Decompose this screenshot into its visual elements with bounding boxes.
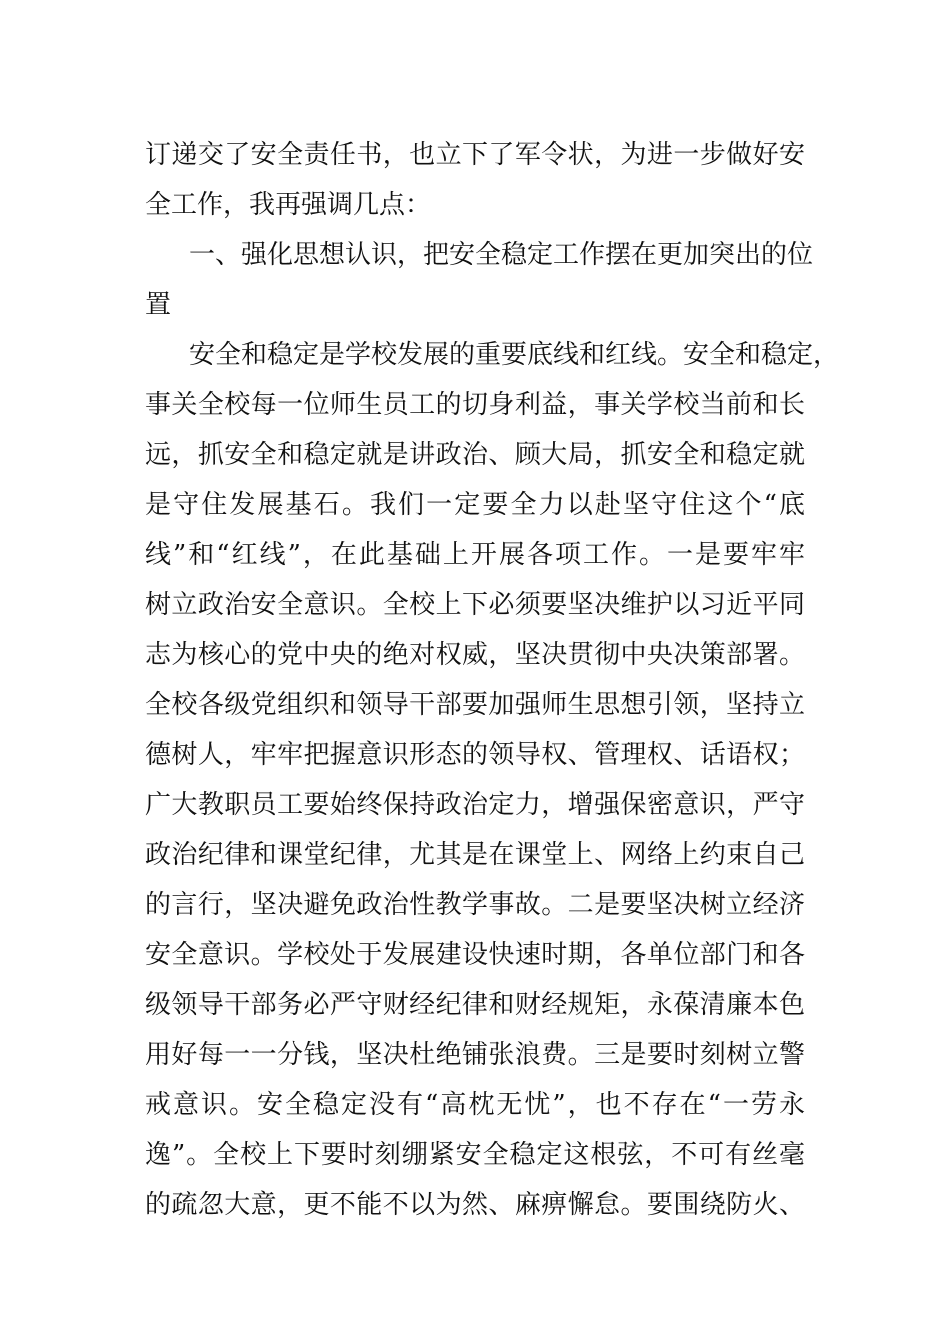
text-line: 德树人，牢牢把握意识形态的领导权、管理权、话语权； bbox=[145, 740, 805, 770]
text-line: 安全意识。学校处于发展建设快速时期，各单位部门和各 bbox=[145, 940, 805, 970]
text-line: 戒意识。安全稳定没有“高枕无忧”，也不存在“一劳永 bbox=[145, 1090, 805, 1120]
section-heading-end: 置 bbox=[145, 290, 172, 320]
text-line: 的疏忽大意，更不能不以为然、麻痹懈怠。要围绕防火、 bbox=[145, 1190, 805, 1220]
text-line: 志为核心的党中央的绝对权威，坚决贯彻中央决策部署。 bbox=[145, 640, 805, 670]
text-line: 全工作，我再强调几点： bbox=[145, 190, 432, 220]
text-line: 用好每一一分钱，坚决杜绝铺张浪费。三是要时刻树立警 bbox=[145, 1040, 805, 1070]
text-line: 广大教职员工要始终保持政治定力，增强保密意识，严守 bbox=[145, 790, 805, 820]
text-line: 级领导干部务必严守财经纪律和财经规矩，永葆清廉本色 bbox=[145, 990, 805, 1020]
text-line: 全校各级党组织和领导干部要加强师生思想引领，坚持立 bbox=[145, 690, 805, 720]
text-line: 远，抓安全和稳定就是讲政治、顾大局，抓安全和稳定就 bbox=[145, 440, 805, 470]
text-line: 树立政治安全意识。全校上下必须要坚决维护以习近平同 bbox=[145, 590, 805, 620]
text-line: 订递交了安全责任书，也立下了军令状，为进一步做好安 bbox=[145, 140, 805, 170]
text-line: 政治纪律和课堂纪律，尤其是在课堂上、网络上约束自己 bbox=[145, 840, 805, 870]
text-line: 是守住发展基石。我们一定要全力以赴坚守住这个“底 bbox=[145, 490, 805, 520]
text-line: 事关全校每一位师生员工的切身利益，事关学校当前和长 bbox=[145, 390, 805, 420]
text-line: 线”和“红线”，在此基础上开展各项工作。一是要牢牢 bbox=[145, 540, 805, 570]
section-heading: 一、强化思想认识，把安全稳定工作摆在更加突出的位 bbox=[189, 240, 814, 270]
text-line: 的言行，坚决避免政治性教学事故。二是要坚决树立经济 bbox=[145, 890, 805, 920]
document-body bbox=[145, 130, 840, 1230]
text-line: 逸”。全校上下要时刻绷紧安全稳定这根弦，不可有丝毫 bbox=[145, 1140, 805, 1170]
paragraph-start: 安全和稳定是学校发展的重要底线和红线。安全和稳定， bbox=[189, 340, 840, 370]
